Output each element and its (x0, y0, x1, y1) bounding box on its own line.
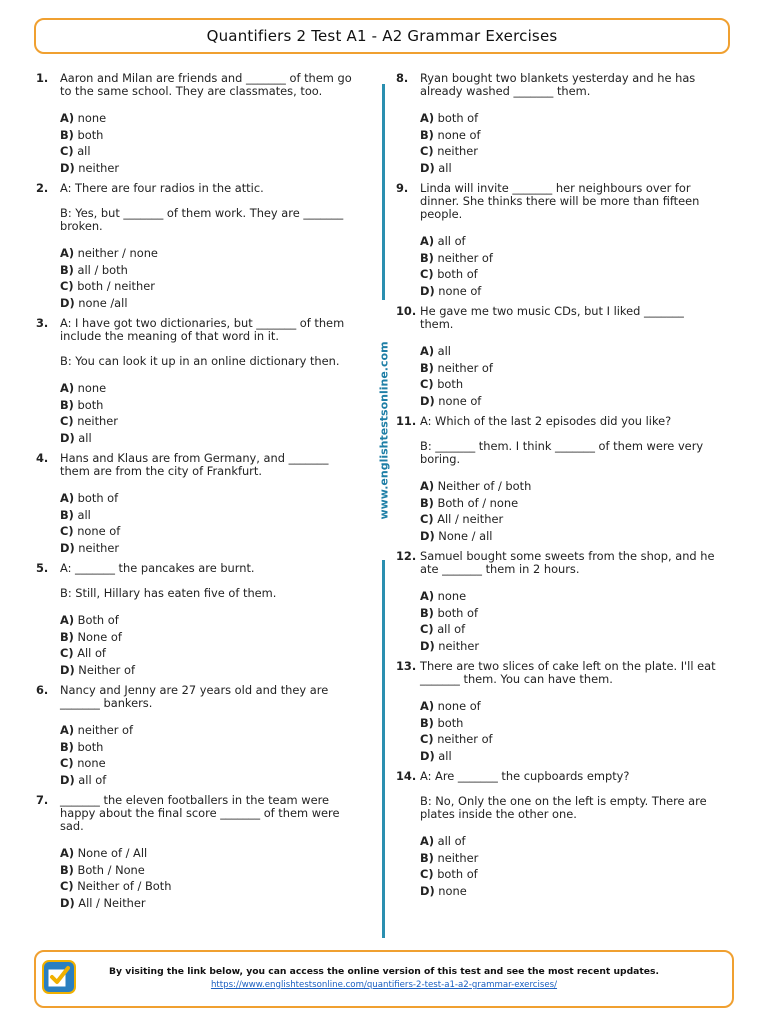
option-text: none /all (78, 295, 128, 310)
option-text: none (438, 883, 467, 898)
answer-option[interactable] (60, 160, 356, 177)
option-letter: B) (60, 127, 74, 142)
answer-option[interactable] (60, 413, 356, 430)
answer-option[interactable] (420, 698, 716, 715)
answer-option[interactable] (420, 233, 716, 250)
answer-option[interactable] (420, 833, 716, 850)
question-text: A: I have got two dictionaries, but _______ of them include the meaning of that word in it. (60, 316, 345, 343)
answer-option[interactable] (60, 629, 356, 646)
side-url-text: www.englishtestsonline.com (377, 340, 391, 520)
option-letter: A) (420, 699, 435, 713)
option-text: both (437, 377, 464, 391)
answer-option[interactable] (420, 850, 716, 867)
question-number: 5. (36, 561, 49, 575)
option-text: neither of (77, 723, 134, 737)
option-letter: C) (420, 377, 434, 391)
question-number: 1. (36, 71, 49, 85)
question-text: Hans and Klaus are from Germany, and _______ them are from the city of Frankfurt. (60, 451, 329, 478)
question-item (36, 72, 356, 176)
option-letter: C) (60, 756, 74, 770)
option-letter: C) (420, 144, 434, 158)
question-number: 9. (396, 181, 409, 195)
answer-options (60, 845, 356, 911)
option-letter: B) (420, 360, 434, 375)
option-letter: C) (60, 524, 74, 538)
answer-option[interactable] (60, 278, 356, 295)
answer-options (420, 110, 716, 176)
question-item (396, 660, 716, 764)
answer-option[interactable] (60, 110, 356, 127)
option-text: neither (78, 540, 120, 555)
option-letter: A) (420, 111, 435, 125)
option-text: both (77, 739, 104, 754)
question-number: 13. (396, 659, 417, 673)
question-text: A: _______ the pancakes are burnt. (60, 561, 255, 575)
right-question-column (396, 72, 716, 905)
option-text: both of (437, 867, 478, 881)
option-text: both of (437, 111, 479, 125)
question-item (396, 305, 716, 409)
answer-option[interactable] (60, 645, 356, 662)
option-text: neither of (437, 732, 493, 746)
option-text: both of (437, 605, 479, 620)
option-text: both (437, 715, 464, 730)
answer-option[interactable] (60, 430, 356, 447)
answer-option[interactable] (420, 283, 716, 300)
answer-options (60, 110, 356, 176)
answer-option[interactable] (60, 507, 356, 524)
question-number: 7. (36, 793, 49, 807)
answer-option[interactable] (420, 638, 716, 655)
question-item (396, 415, 716, 544)
answer-option[interactable] (420, 528, 716, 545)
option-letter: A) (60, 846, 75, 860)
option-letter: A) (60, 246, 75, 260)
option-letter: A) (420, 834, 435, 848)
answer-option[interactable] (420, 393, 716, 410)
option-letter: B) (420, 605, 434, 620)
option-letter: A) (60, 491, 75, 505)
option-letter: A) (420, 344, 435, 358)
answer-option[interactable] (420, 748, 716, 765)
answer-option[interactable] (60, 397, 356, 414)
option-text: all (77, 507, 91, 522)
option-text: neither (437, 144, 478, 158)
question-text: A: Are _______ the cupboards empty? (420, 769, 630, 783)
option-letter: A) (60, 381, 75, 395)
question-item (396, 770, 716, 899)
footer-link[interactable]: https://www.englishtestsonline.com/quantifiers-2-test-a1-a2-grammar-exercises/ (210, 980, 558, 990)
answer-options (60, 612, 356, 678)
option-letter: D) (420, 160, 435, 175)
option-text: all of (437, 234, 466, 248)
answer-option[interactable] (60, 380, 356, 397)
answer-option[interactable] (420, 495, 716, 512)
option-letter: D) (420, 748, 435, 763)
option-text: Neither of / both (437, 479, 532, 493)
answer-option[interactable] (420, 160, 716, 177)
option-text: none of (438, 393, 482, 408)
answer-option[interactable] (60, 127, 356, 144)
answer-option[interactable] (420, 250, 716, 267)
option-text: neither (437, 850, 479, 865)
option-text: Both of / none (437, 495, 519, 510)
option-letter: C) (420, 622, 434, 636)
question-item (36, 452, 356, 556)
option-letter: C) (420, 732, 434, 746)
question-number: 8. (396, 71, 409, 85)
option-letter: A) (60, 723, 75, 737)
answer-option[interactable] (420, 621, 716, 638)
answer-option[interactable] (60, 295, 356, 312)
option-letter: A) (60, 613, 75, 627)
option-letter: C) (60, 414, 74, 428)
answer-option[interactable] (60, 662, 356, 679)
answer-option[interactable] (420, 360, 716, 377)
answer-options (420, 833, 716, 899)
question-item (396, 72, 716, 176)
answer-option[interactable] (420, 866, 716, 883)
answer-options (420, 478, 716, 544)
option-text: none of (438, 283, 482, 298)
question-text: _______ the eleven footballers in the team were happy about the final score _______ of them were sad. (60, 793, 340, 833)
option-letter: B) (60, 507, 74, 522)
answer-options (60, 245, 356, 311)
option-text: Both of (77, 613, 119, 627)
answer-option[interactable] (420, 511, 716, 528)
answer-option[interactable] (420, 883, 716, 900)
option-letter: B) (60, 262, 74, 277)
question-text: B: You can look it up in an online dictionary then. (60, 354, 340, 368)
question-number: 3. (36, 316, 49, 330)
option-text: both of (77, 491, 119, 505)
option-text: all (437, 344, 451, 358)
option-text: neither (438, 638, 480, 653)
option-letter: B) (60, 739, 74, 754)
option-letter: D) (60, 772, 75, 787)
question-text: Samuel bought some sweets from the shop, and he ate _______ them in 2 hours. (420, 549, 715, 576)
option-letter: D) (60, 895, 75, 910)
option-text: all (438, 748, 452, 763)
option-letter: C) (420, 512, 434, 526)
answer-option[interactable] (60, 878, 356, 895)
option-text: all of (437, 622, 466, 636)
question-item (36, 182, 356, 311)
answer-option[interactable] (60, 722, 356, 739)
answer-option[interactable] (60, 245, 356, 262)
option-text: None of (77, 629, 122, 644)
side-url (373, 300, 395, 560)
option-letter: B) (420, 127, 434, 142)
title-box (34, 18, 730, 54)
answer-option[interactable] (60, 845, 356, 862)
option-letter: B) (60, 629, 74, 644)
question-number: 12. (396, 549, 417, 563)
question-text: Ryan bought two blankets yesterday and he has already washed _______ them. (420, 71, 696, 98)
option-letter: D) (60, 430, 75, 445)
answer-option[interactable] (60, 739, 356, 756)
option-letter: B) (60, 862, 74, 877)
left-question-column (36, 72, 356, 917)
option-text: both (77, 127, 104, 142)
option-letter: D) (420, 283, 435, 298)
option-text: both (77, 397, 104, 412)
option-letter: D) (420, 528, 435, 543)
question-text: B: Still, Hillary has eaten five of them. (60, 586, 277, 600)
question-number: 10. (396, 304, 417, 318)
option-letter: C) (60, 144, 74, 158)
option-text: both / neither (77, 279, 155, 293)
option-text: all of (78, 772, 107, 787)
footer-text: By visiting the link below, you can access the online version of this test and see the most recent updates. (109, 966, 659, 977)
question-text: Linda will invite _______ her neighbours over for dinner. She thinks there will be more than fifteen people. (420, 181, 700, 221)
option-text: Neither of / Both (77, 879, 172, 893)
answer-option[interactable] (420, 143, 716, 160)
question-text: Aaron and Milan are friends and _______ of them go to the same school. They are classmates, too. (60, 71, 352, 98)
answer-option[interactable] (420, 376, 716, 393)
answer-option[interactable] (420, 605, 716, 622)
option-text: All / Neither (78, 895, 146, 910)
option-text: Neither of (78, 662, 135, 677)
page-title: Quantifiers 2 Test A1 - A2 Grammar Exercises (206, 27, 558, 45)
option-text: none of (77, 524, 121, 538)
question-text: B: _______ them. I think _______ of them were very boring. (420, 439, 704, 466)
answer-options (60, 490, 356, 556)
answer-option[interactable] (60, 862, 356, 879)
answer-option[interactable] (60, 540, 356, 557)
option-text: None of / All (77, 846, 148, 860)
option-letter: D) (60, 295, 75, 310)
option-letter: C) (60, 279, 74, 293)
answer-options (420, 343, 716, 409)
question-item (396, 550, 716, 654)
answer-option[interactable] (60, 755, 356, 772)
answer-option[interactable] (420, 588, 716, 605)
question-item (36, 317, 356, 446)
answer-options (60, 380, 356, 446)
question-number: 14. (396, 769, 417, 783)
option-text: none (437, 589, 467, 603)
option-text: all (78, 430, 92, 445)
option-text: both of (437, 267, 478, 281)
option-text: none (77, 756, 106, 770)
option-letter: D) (420, 883, 435, 898)
option-text: neither (77, 414, 118, 428)
option-letter: B) (420, 715, 434, 730)
option-letter: B) (60, 397, 74, 412)
answer-option[interactable] (420, 266, 716, 283)
option-text: All of (77, 646, 106, 660)
question-text: B: Yes, but _______ of them work. They are _______ broken. (60, 206, 344, 233)
option-letter: C) (60, 646, 74, 660)
option-text: neither of (437, 250, 493, 265)
option-letter: B) (420, 850, 434, 865)
option-letter: D) (420, 638, 435, 653)
question-number: 6. (36, 683, 49, 697)
question-text: Nancy and Jenny are 27 years old and they are _______ bankers. (60, 683, 329, 710)
answer-option[interactable] (60, 895, 356, 912)
option-text: none of (437, 699, 481, 713)
option-letter: D) (420, 393, 435, 408)
answer-option[interactable] (420, 478, 716, 495)
answer-options (420, 588, 716, 654)
answer-options (420, 233, 716, 299)
option-text: Both / None (77, 862, 145, 877)
question-text: A: Which of the last 2 episodes did you like? (420, 414, 672, 428)
answer-option[interactable] (420, 110, 716, 127)
option-letter: C) (60, 879, 74, 893)
answer-options (420, 698, 716, 764)
option-letter: A) (420, 234, 435, 248)
answer-option[interactable] (420, 127, 716, 144)
question-text: B: No, Only the one on the left is empty. There are plates inside the other one. (420, 794, 707, 821)
answer-option[interactable] (60, 523, 356, 540)
question-number: 2. (36, 181, 49, 195)
option-letter: C) (420, 267, 434, 281)
option-text: none of (437, 127, 481, 142)
option-letter: A) (420, 589, 435, 603)
option-letter: B) (420, 250, 434, 265)
question-text: There are two slices of cake left on the plate. I'll eat _______ them. You can have them. (420, 659, 716, 686)
option-text: all (77, 144, 91, 158)
question-item (36, 684, 356, 788)
question-item (36, 562, 356, 678)
option-letter: C) (420, 867, 434, 881)
option-letter: D) (60, 540, 75, 555)
option-letter: A) (60, 111, 75, 125)
question-number: 11. (396, 414, 417, 428)
option-text: neither of (437, 360, 493, 375)
option-text: all (438, 160, 452, 175)
answer-option[interactable] (60, 143, 356, 160)
option-text: None / all (438, 528, 493, 543)
option-letter: A) (420, 479, 435, 493)
option-letter: D) (60, 662, 75, 677)
option-text: All / neither (437, 512, 504, 526)
question-item (396, 182, 716, 299)
question-text: A: There are four radios in the attic. (60, 181, 264, 195)
option-text: neither / none (77, 246, 158, 260)
option-letter: D) (60, 160, 75, 175)
question-number: 4. (36, 451, 49, 465)
answer-option[interactable] (420, 715, 716, 732)
option-text: all of (437, 834, 466, 848)
option-text: all / both (77, 262, 128, 277)
question-text: He gave me two music CDs, but I liked _______ them. (420, 304, 684, 331)
question-item (36, 794, 356, 911)
answer-option[interactable] (420, 343, 716, 360)
answer-option[interactable] (60, 262, 356, 279)
answer-option[interactable] (60, 490, 356, 507)
answer-option[interactable] (420, 731, 716, 748)
option-text: none (77, 381, 107, 395)
option-text: neither (78, 160, 120, 175)
answer-option[interactable] (60, 772, 356, 789)
footer-box (34, 950, 734, 1008)
option-letter: B) (420, 495, 434, 510)
answer-options (60, 722, 356, 788)
option-text: none (77, 111, 107, 125)
answer-option[interactable] (60, 612, 356, 629)
